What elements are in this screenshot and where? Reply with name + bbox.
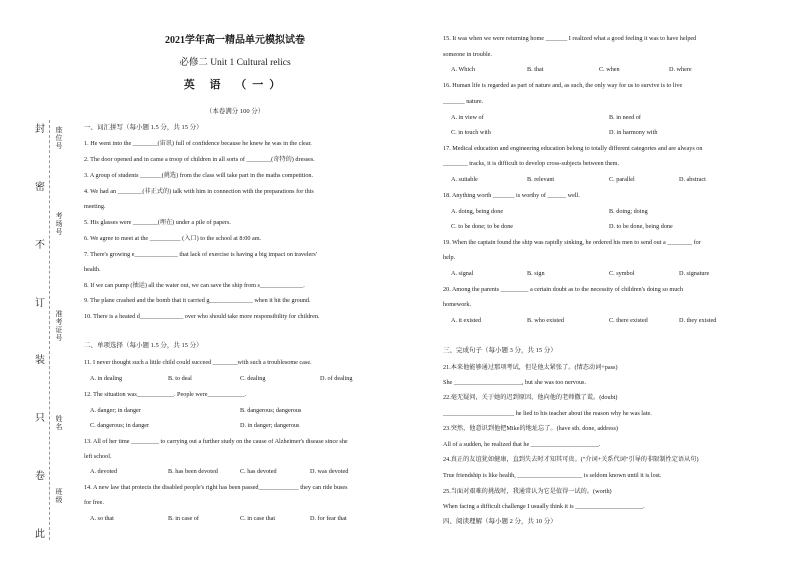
seal-char: 订 (35, 297, 45, 309)
option: A. in view of (451, 114, 484, 121)
question-line: 24.真正的友谊犹如健康，直到失去时才知其可贵。("介词+关系代词"引导的非限制性定语从句) (443, 456, 699, 463)
question-line: When facing a difficult challenge I usually think it is ______________________. (443, 503, 645, 510)
option: A. devoted (90, 468, 118, 475)
section-heading: 三、完成句子（每小题 3 分，共 15 分） (443, 347, 557, 354)
option: B. that (527, 66, 544, 73)
section-heading: 一、词汇拼写（每小题 1.5 分，共 15 分） (84, 124, 203, 131)
seat-number-field: 座位号 (55, 126, 63, 150)
option: D. they existed (679, 317, 717, 324)
question-line: 2. The door opened and in came a troop of children in all sorts of ________(奇特的) dresses. (84, 156, 315, 163)
question-line: 22.毫无疑问，关于她的迟到原因，他向他的老师撒了谎。(doubt) (443, 394, 618, 401)
exam-subtitle: 必修二 Unit 1 Cultural relics (179, 58, 291, 68)
option: D. to be done, being done (609, 223, 673, 230)
question-line: _______________________ he lied to his teacher about the reason why he was late. (443, 410, 652, 417)
option: B. doing; doing (609, 208, 648, 215)
option: D. abstract (679, 176, 706, 183)
name-field: 姓名 (55, 415, 63, 431)
option: A. danger; in danger (90, 407, 141, 414)
option: D. of dealing (320, 375, 353, 382)
option: B. relevant (527, 176, 555, 183)
option: C. to be done; to be done (451, 223, 514, 230)
option: D. in danger; dangerous (240, 422, 300, 429)
class-field: 班级 (55, 488, 63, 504)
question-line: 23.突然，他意识到他把Mike的地址忘了。(have sth. done, address) (443, 425, 618, 432)
option: A. in dealing (90, 375, 123, 382)
question-line: 8. If we can pump (抽运) all the water out, we can save the ship from s______________. (84, 282, 305, 289)
option: B. dangerous; dangerous (240, 407, 302, 414)
option: B. to deal (168, 375, 192, 382)
option: D. in harmony with (609, 129, 658, 136)
section-heading: 二、单项选择（每小题 1.5 分，共 15 分） (84, 342, 203, 349)
option: B. has been devoted (168, 468, 218, 475)
question-line: 11. I never thought such a little child could succeed ________with such a troublesome case. (84, 359, 312, 366)
question-line: 19. When the captain found the ship was rapidly sinking, he ordered his men to send out a ________ for (443, 239, 701, 246)
option: D. was devoted (310, 468, 349, 475)
option: A. Which (451, 66, 475, 73)
question-line: 17. Medical education and engineering education belong to totally different categories and are always on (443, 145, 703, 152)
question-line: _______ nature. (443, 98, 484, 105)
option: C. dangerous; in danger (90, 422, 150, 429)
question-line: 15. It was when we were returning home _______ I realized what a good feeling it was to have helped (443, 35, 697, 42)
admission-number-field: 准考证号 (55, 310, 63, 342)
question-line: 13. All of her time _________ to carrying out a further study on the cause of Alzheimer's disease since she (84, 438, 348, 445)
seal-char: 此 (35, 528, 45, 540)
question-line: 10. There is a heated d______________ over who should take more responsibility for children. (84, 313, 320, 320)
question-line: 3. A group of students _______(挑选) from the class will take part in the maths competition. (84, 172, 314, 179)
option: A. signal (451, 270, 474, 277)
question-line: 25.当面对艰难的挑战时，我通常认为它是值得一试的。(worth) (443, 488, 612, 495)
question-line: 20. Among the parents _________ a certain doubt as to the necessity of children's doing so much (443, 286, 684, 293)
seal-char: 封 (35, 124, 45, 135)
option: A. suitable (451, 176, 478, 183)
question-line: homework. (443, 301, 472, 308)
option: C. in touch with (451, 129, 491, 136)
question-line: 9. The plane crashed and the bomb that it carried g______________ when it hit the ground. (84, 297, 311, 304)
option: D. signature (679, 270, 710, 277)
option: D. for fear that (310, 515, 347, 522)
question-line: left school. (84, 453, 112, 460)
option: B. in case of (168, 515, 199, 522)
option: B. in need of (609, 114, 641, 121)
option: C. in case that (240, 515, 276, 522)
option: B. sign (527, 270, 545, 277)
seal-char: 卷 (35, 471, 45, 483)
option: C. symbol (609, 270, 635, 277)
question-line: True friendship is like health, _____________________ is seldom known until it is lost. (443, 472, 662, 479)
seal-char: 装 (35, 355, 45, 367)
question-line: ________ tracks, it is difficult to develop cross-subjects between them. (443, 160, 620, 167)
question-line: 5. His glasses were ________(埋在) under a pile of papers. (84, 219, 231, 226)
option: C. has devoted (240, 468, 277, 475)
binding-margin (0, 0, 70, 562)
section-heading: 四、阅读理解（每小题 2 分，共 10 分） (443, 518, 557, 525)
question-line: She ______________________, but she was too nervous. (443, 379, 586, 386)
exam-room-field: 考场号 (55, 212, 63, 236)
cut-line (49, 120, 51, 540)
seal-char: 不 (35, 239, 45, 251)
question-line: help. (443, 254, 456, 261)
question-line: for free. (84, 499, 104, 506)
question-line: 16. Human life is regarded as part of nature and, as such, the only way for us to survive is to live (443, 82, 683, 89)
question-line: 18. Anything worth _______ is worthy of ______ well. (443, 192, 580, 199)
option: C. there existed (609, 317, 648, 324)
question-line: 4. We had an ________(非正式的) talk with him in connection with the preparations for this (84, 188, 314, 195)
score-note: （本卷满分 100 分） (205, 108, 265, 115)
seal-char: 密 (35, 181, 45, 193)
question-line: 7. There's growing e______________ that lack of exercise is having a big impact on travelers' (84, 251, 317, 258)
option: C. when (599, 66, 620, 73)
option: A. doing, being done (451, 208, 504, 215)
seal-text-column (33, 120, 47, 540)
seal-char: 只 (35, 413, 45, 425)
question-line: someone in trouble. (443, 51, 492, 58)
option: B. who existed (527, 317, 564, 324)
option: A. it existed (451, 317, 482, 324)
exam-subject: 英 语 （一） (183, 79, 287, 91)
option: C. parallel (609, 176, 635, 183)
question-line: health. (84, 266, 101, 273)
option: D. where (669, 66, 692, 73)
question-line: 1. He went into the ________(宙讯) full of confidence because he knew he was in the clear. (84, 140, 312, 147)
question-line: 12. The situation was____________. People were____________. (84, 391, 247, 398)
exam-title: 2021学年高一精品单元模拟试卷 (165, 35, 305, 46)
option: C. dealing (240, 375, 266, 382)
question-line: 6. We agree to meet at the __________ (入口) to the school at 8:00 am. (84, 235, 262, 242)
question-line: All of a sudden, he realized that he ______________________. (443, 441, 601, 448)
question-line: 14. A new law that protects the disabled people's right has been passed_____________ they can ride buses (84, 484, 348, 491)
question-line: 21.本来他能够通过那项考试，但是他太紧张了。(情态动词+pass) (443, 364, 618, 371)
option: A. so that (90, 515, 114, 522)
question-line: meeting. (84, 203, 106, 210)
